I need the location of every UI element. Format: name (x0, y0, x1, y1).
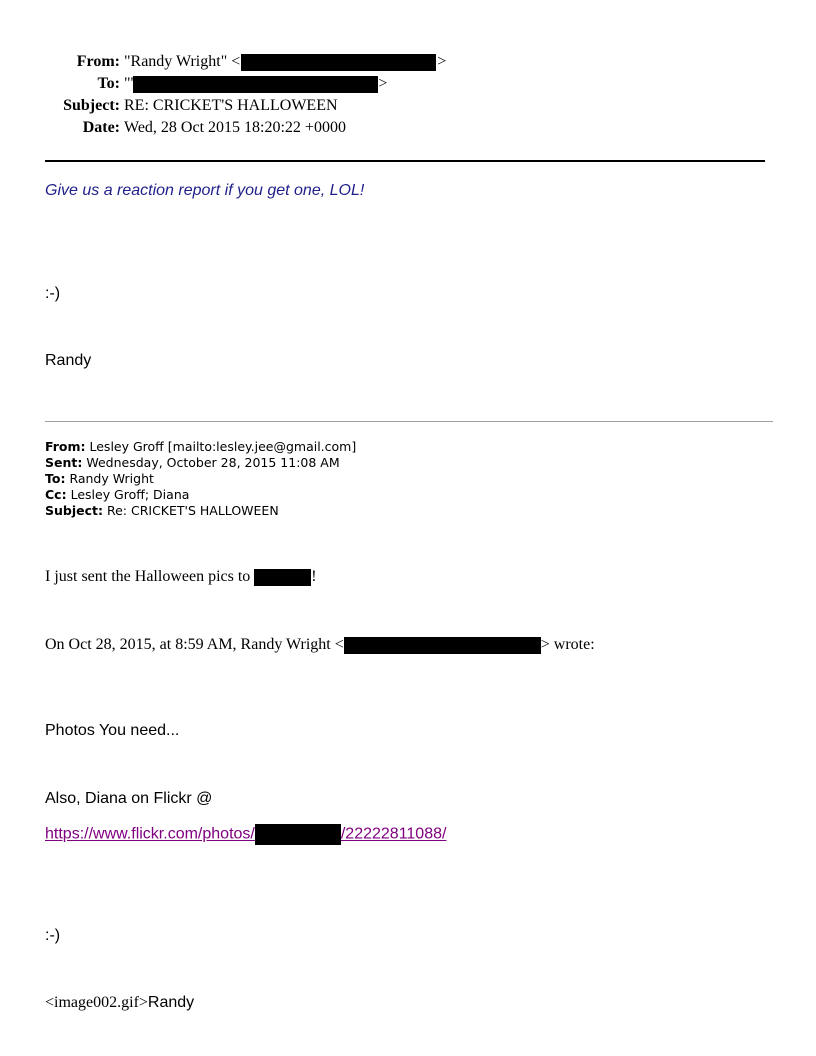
header-from-row (0, 53, 446, 71)
header-date-label: Date: (82, 119, 120, 136)
flickr-link-end[interactable]: /22222811088/ (340, 825, 447, 843)
flickr-link-start[interactable]: https://www.flickr.com/photos/ (45, 825, 255, 843)
forwarded-header (45, 439, 356, 519)
pics-text: I just sent the Halloween pics to (45, 568, 251, 585)
reply-smile: :-) (45, 285, 61, 302)
quoted-smile: :-) (45, 927, 61, 944)
image-tag: <image002.gif> (45, 994, 148, 1011)
reaction-text: Give us a reaction report if you get one, LOL! (45, 182, 365, 199)
fwd-sent-row (45, 455, 356, 471)
header-subject-row (0, 97, 338, 115)
header-from-name: "Randy Wright" < (124, 53, 241, 70)
fwd-cc-row (45, 487, 356, 503)
pics-exclaim: ! (311, 568, 317, 585)
header-from-label: From: (76, 53, 120, 70)
reply-signature: Randy (45, 352, 92, 369)
quote-divider (45, 421, 773, 422)
header-subject: RE: CRICKET'S HALLOWEEN (124, 97, 338, 114)
redaction-block (133, 76, 378, 93)
flickr-text: Also, Diana on Flickr @ (45, 790, 213, 807)
header-date-row (0, 119, 346, 137)
on-wrote-text: On Oct 28, 2015, at 8:59 AM, Randy Wright < (45, 636, 344, 653)
redaction-block (255, 824, 341, 845)
header-date: Wed, 28 Oct 2015 18:20:22 +0000 (124, 119, 346, 136)
flickr-link[interactable] (45, 824, 446, 845)
fwd-to-row (45, 471, 356, 487)
fwd-subject: Re: CRICKET'S HALLOWEEN (106, 503, 279, 518)
fwd-cc-label: Cc: (45, 487, 67, 502)
fwd-sent-label: Sent: (45, 455, 83, 470)
header-to-open: "' (124, 75, 134, 92)
fwd-to-label: To: (45, 471, 66, 486)
header-to-label: To: (97, 75, 120, 92)
header-to-row (0, 75, 387, 93)
fwd-from-row (45, 439, 356, 455)
on-wrote-line (45, 636, 595, 654)
fwd-from: Lesley Groff [mailto:lesley.jee@gmail.com] (89, 439, 357, 454)
quoted-signature: Randy (147, 994, 195, 1011)
signature-line (45, 994, 194, 1012)
fwd-sent: Wednesday, October 28, 2015 11:08 AM (86, 455, 340, 470)
header-divider (45, 160, 765, 162)
pics-line (45, 568, 317, 586)
photos-text: Photos You need... (45, 722, 180, 739)
header-subject-label: Subject: (63, 97, 120, 114)
on-wrote-close: > wrote: (540, 636, 595, 653)
header-to-close: > (378, 75, 388, 92)
fwd-subject-label: Subject: (45, 503, 103, 518)
fwd-to: Randy Wright (69, 471, 154, 486)
redaction-block (241, 54, 436, 71)
redaction-block (254, 569, 311, 586)
header-from-close: > (437, 53, 447, 70)
fwd-cc: Lesley Groff; Diana (70, 487, 190, 502)
fwd-from-label: From: (45, 439, 86, 454)
redaction-block (344, 637, 541, 654)
fwd-subject-row (45, 503, 356, 519)
